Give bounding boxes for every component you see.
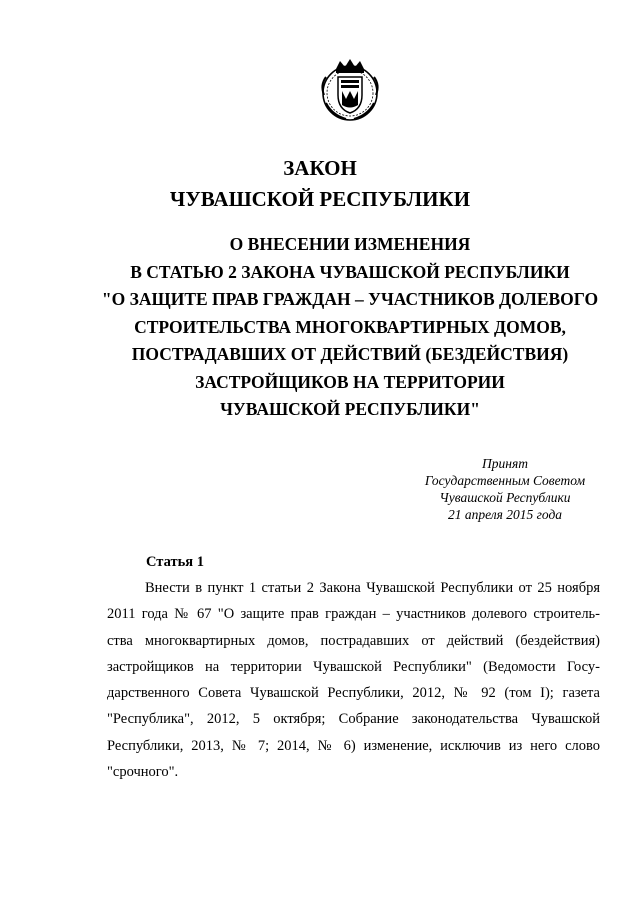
article-line: Республики, 2013, № 7; 2014, № 6) изменение, исключив из него слово [107,737,600,754]
subject-line: ПОСТРАДАВШИХ ОТ ДЕЙСТВИЙ (БЕЗДЕЙСТВИЯ) [131,344,569,364]
article-line: ства многоквартирных домов, пострадавших от действий (бездействия) [107,632,600,649]
adoption-line: Принят [482,456,528,471]
article-body [107,575,600,785]
law-subject [60,231,640,424]
subject-line: ЗАСТРОЙЩИКОВ НА ТЕРРИТОРИИ [195,371,505,392]
article-line: застройщиков на территории Чувашской Республики" (Ведомости Госу- [107,658,600,675]
law-title-line-2: ЧУВАШСКОЙ РЕСПУБЛИКИ [169,187,471,211]
subject-line: "О ЗАЩИТЕ ПРАВ ГРАЖДАН – УЧАСТНИКОВ ДОЛЕВОГО [101,289,599,309]
subject-line: СТРОИТЕЛЬСТВА МНОГОКВАРТИРНЫХ ДОМОВ, [134,316,566,337]
adoption-note [380,455,630,523]
adoption-line: Государственным Советом [424,473,586,488]
article-line: "срочного". [107,764,179,781]
subject-line: ЧУВАШСКОЙ РЕСПУБЛИКИ" [220,399,480,419]
subject-line: В СТАТЬЮ 2 ЗАКОНА ЧУВАШСКОЙ РЕСПУБЛИКИ [130,261,570,282]
law-title-line-1: ЗАКОН [283,156,357,180]
article-line: 2011 года № 67 "О защите прав граждан – участников долевого строитель- [107,606,600,623]
chuvash-coat-of-arms-icon [316,55,384,123]
article-line: Внести в пункт 1 статьи 2 Закона Чувашской Республики от 25 ноября [145,580,600,596]
article-line: "Республика", 2012, 5 октября; Собрание законодательства Чувашской [107,711,600,728]
article-heading: Статья 1 [146,554,204,570]
adoption-line: Чувашской Республики [439,490,571,505]
adoption-date: 21 апреля 2015 года [447,507,563,522]
article-line: дарственного Совета Чувашской Республики, 2012, № 92 (том I); газета [107,685,600,702]
subject-line: О ВНЕСЕНИИ ИЗМЕНЕНИЯ [229,234,471,254]
